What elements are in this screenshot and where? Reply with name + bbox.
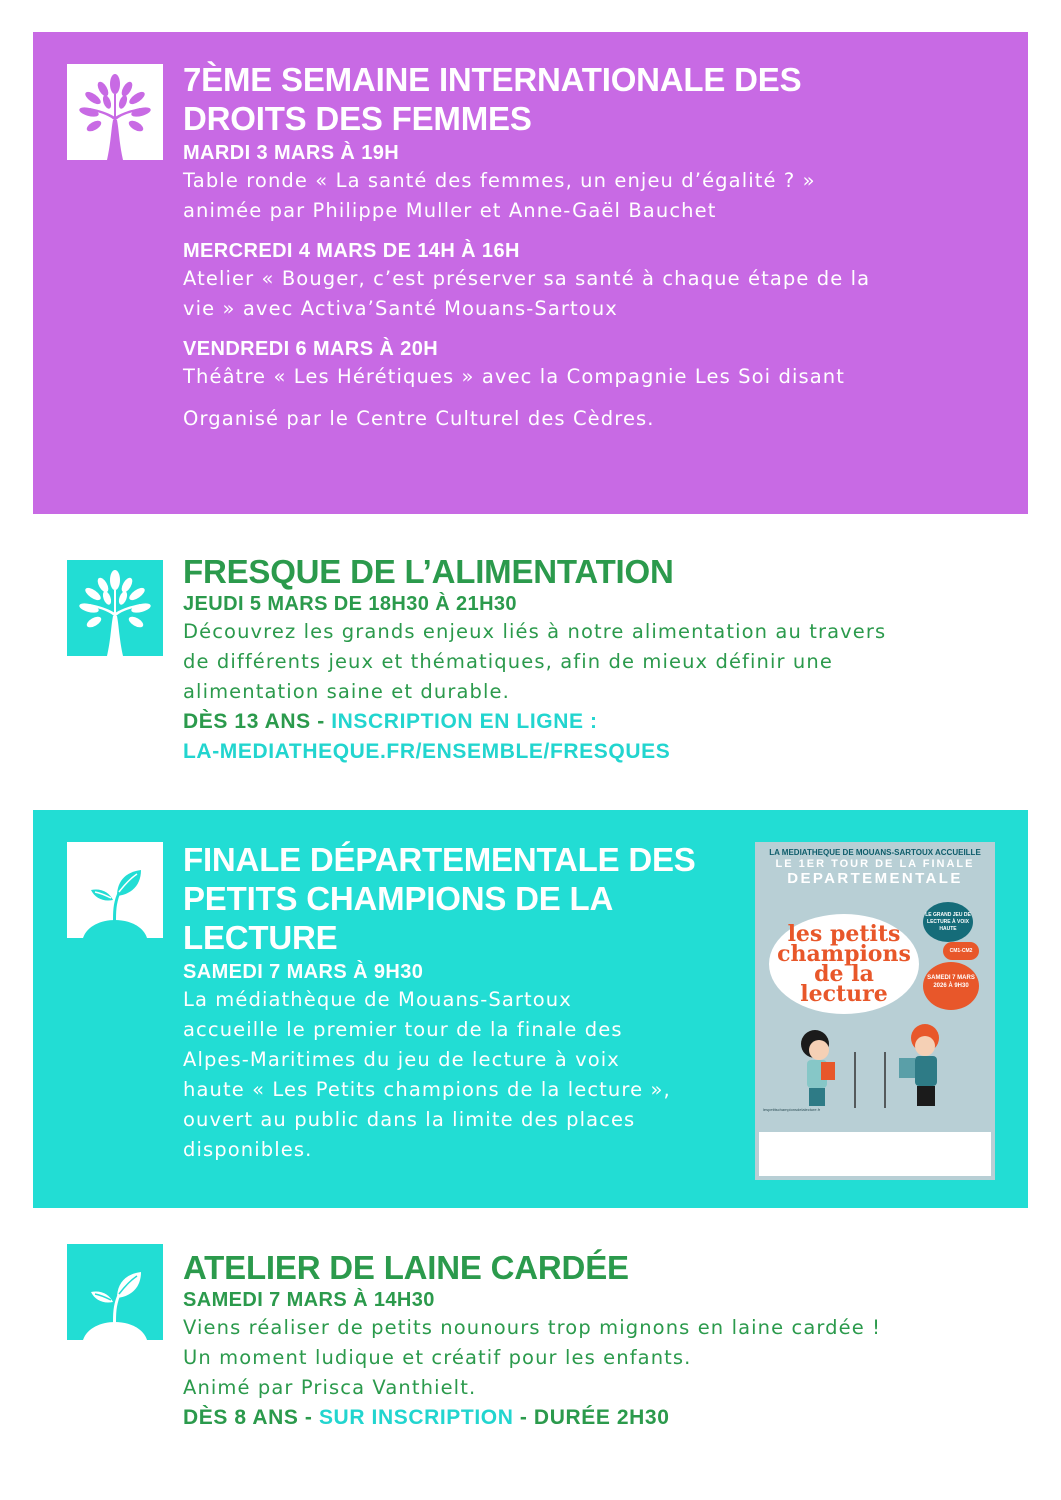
poster-partner-logos: [759, 1132, 991, 1176]
event-content: [183, 1248, 1013, 1433]
event-content: [183, 552, 1013, 767]
event-title: FRESQUE DE L’ALIMENTATION: [183, 553, 674, 590]
registration-label: INSCRIPTION EN LIGNE :: [331, 710, 598, 733]
event-droits-des-femmes: [33, 32, 1028, 514]
title-line: FINALE DÉPARTEMENTALE DES: [183, 841, 696, 878]
session-desc-line: animée par Philippe Muller et Anne-Gaël Bauchet: [183, 199, 717, 222]
registration-label: SUR INSCRIPTION: [318, 1406, 514, 1429]
session-desc-line: Table ronde « La santé des femmes, un enjeu d’égalité ? »: [183, 169, 816, 192]
title-line: PETITS CHAMPIONS DE LA: [183, 880, 614, 917]
poster-badge: SAMEDI 7 MARS 2026 À 9H30: [923, 962, 979, 1010]
session-desc-line: Théâtre « Les Hérétiques » avec la Compagnie Les Soi disant: [183, 365, 845, 388]
event-petits-champions: [33, 810, 1028, 1208]
event-content: [183, 840, 753, 1165]
age-label: DÈS 8 ANS -: [183, 1406, 319, 1429]
event-title: [183, 60, 983, 138]
event-desc-line: ouvert au public dans la limite des places: [183, 1108, 636, 1131]
poster-line3: DEPARTEMENTALE: [787, 870, 963, 887]
event-desc-line: alimentation saine et durable.: [183, 680, 510, 703]
poster-badge: LE GRAND JEU DE LECTURE À VOIX HAUTE: [923, 902, 973, 942]
event-desc-line: de différents jeux et thématiques, afin de mieux définir une: [183, 650, 833, 673]
tree-icon: [67, 64, 163, 160]
title-line: LECTURE: [183, 919, 338, 956]
event-date: SAMEDI 7 MARS À 9H30: [183, 961, 424, 983]
registration-link[interactable]: LA-MEDIATHEQUE.FR/ENSEMBLE/FRESQUES: [183, 740, 671, 763]
registration-info: [183, 1403, 1013, 1433]
poster-title: [773, 921, 915, 1007]
event-title: [183, 840, 753, 957]
session-desc-line: vie » avec Activa’Santé Mouans-Sartoux: [183, 297, 618, 320]
sprout-icon: [67, 842, 163, 938]
duration-label: - DURÉE 2H30: [513, 1406, 670, 1429]
session-date: MARDI 3 MARS À 19H: [183, 142, 400, 164]
session-date: MERCREDI 4 MARS DE 14H À 16H: [183, 240, 520, 262]
poster-title-line: les petits: [787, 921, 901, 947]
event-desc-line: haute « Les Petits champions de la lecture »,: [183, 1078, 671, 1101]
event-fresque-alimentation: [33, 530, 1028, 792]
poster-title-line: de la lecture: [800, 961, 888, 1007]
poster-badge: CM1-CM2: [943, 942, 979, 960]
event-poster: [755, 842, 995, 1180]
event-desc-line: Viens réaliser de petits nounours trop mignons en laine cardée !: [183, 1316, 882, 1339]
event-date: SAMEDI 7 MARS À 14H30: [183, 1289, 435, 1311]
event-desc-line: La médiathèque de Mouans-Sartoux: [183, 988, 572, 1011]
session-block: [183, 336, 983, 392]
event-desc-line: accueille le premier tour de la finale des: [183, 1018, 623, 1041]
event-desc-line: Découvrez les grands enjeux liés à notre alimentation au travers: [183, 620, 887, 643]
session-date: VENDREDI 6 MARS À 20H: [183, 338, 439, 360]
organizer-note: Organisé par le Centre Culturel des Cèdres.: [183, 407, 655, 430]
poster-line2: LE 1ER TOUR DE LA FINALE: [775, 858, 975, 870]
poster-url: lespetitschampionsdelalecture.fr: [763, 1107, 821, 1112]
title-line: 7ÈME SEMAINE INTERNATIONALE DES: [183, 61, 802, 98]
event-desc-line: Un moment ludique et créatif pour les enfants.: [183, 1346, 692, 1369]
session-block: [183, 238, 983, 324]
event-atelier-laine: [33, 1224, 1028, 1474]
event-desc-line: Animé par Prisca Vanthielt.: [183, 1376, 477, 1399]
tree-icon: [67, 560, 163, 656]
event-title: ATELIER DE LAINE CARDÉE: [183, 1249, 629, 1286]
event-desc-line: disponibles.: [183, 1138, 313, 1161]
poster-line1: LA MEDIATHEQUE DE MOUANS-SARTOUX ACCUEILLE: [769, 848, 981, 857]
age-label: DÈS 13 ANS -: [183, 710, 332, 733]
session-desc-line: Atelier « Bouger, c’est préserver sa santé à chaque étape de la: [183, 267, 871, 290]
event-desc-line: Alpes-Maritimes du jeu de lecture à voix: [183, 1048, 620, 1071]
sprout-icon: [67, 1244, 163, 1340]
poster-title-line: champions: [777, 941, 911, 967]
event-content: [183, 60, 983, 434]
registration-info: [183, 707, 1013, 737]
title-line: DROITS DES FEMMES: [183, 100, 532, 137]
session-block: [183, 140, 983, 226]
event-date: JEUDI 5 MARS DE 18H30 À 21H30: [183, 593, 517, 615]
kids-illustration: [775, 1022, 975, 1112]
